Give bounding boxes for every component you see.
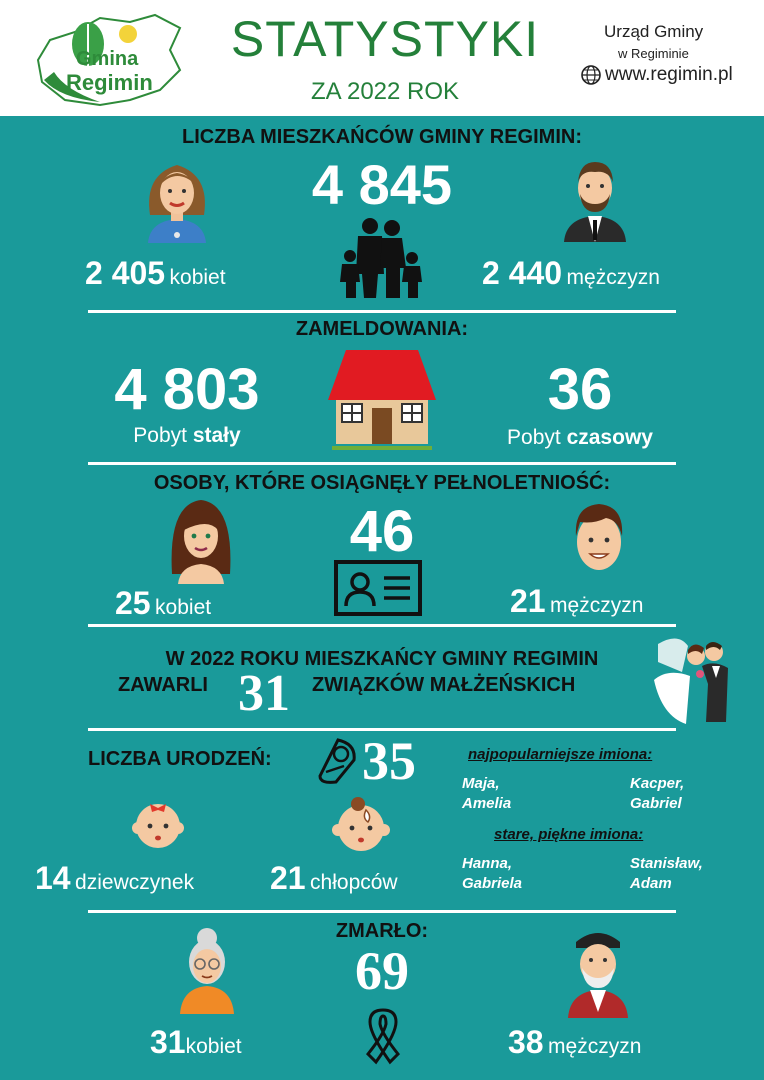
popular-boy-names: [630, 774, 684, 814]
deaths-men: [508, 1024, 641, 1061]
deaths-men-value: 38: [508, 1024, 544, 1060]
header: [0, 0, 764, 116]
residents-heading: LICZBA MIESZKAŃCÓW GMINY REGIMIN:: [182, 126, 582, 148]
woman-icon: [140, 155, 214, 243]
deaths-women: [150, 1024, 242, 1061]
website-link[interactable]: www.regimin.pl: [605, 64, 733, 85]
marriages-line1: W 2022 ROKU MIESZKAŃCY GMINY REGIMIN: [165, 648, 599, 670]
divider: [88, 910, 676, 913]
popular-names-heading: najpopularniejsze imiona:: [468, 746, 653, 763]
id-card-icon: [334, 560, 422, 616]
temporary-label-bold: czasowy: [566, 426, 653, 449]
residents-women-label: kobiet: [169, 266, 226, 289]
grandma-icon: [176, 924, 238, 1014]
residents-women-value: 2 405: [85, 255, 166, 291]
adults-heading: OSOBY, KTÓRE OSIĄGNĘŁY PEŁNOLETNIOŚĆ:: [153, 472, 611, 494]
baby-icon: [316, 736, 358, 784]
grandpa-icon: [564, 922, 632, 1018]
adults-total: 46: [349, 499, 415, 564]
family-icon: [334, 216, 426, 298]
adults-women-value: 25: [115, 585, 151, 621]
adults-women: [115, 585, 211, 622]
births-boys: [270, 860, 398, 897]
baby-boy-icon: [330, 794, 392, 854]
births-boys-value: 21: [270, 860, 306, 896]
deaths-total: 69: [355, 941, 409, 1001]
residents-men-label: mężczyzn: [566, 266, 660, 289]
mourning-ribbon-icon: [360, 1004, 406, 1076]
births-girls: [35, 860, 194, 897]
name-item: Amelia: [462, 795, 512, 812]
baby-girl-icon: [130, 796, 186, 852]
office-name: Urząd Gminy: [604, 22, 704, 41]
births-boys-label: chłopców: [310, 871, 398, 894]
logo-text-regimin: Regimin: [66, 70, 153, 95]
registrations-temporary-label: [490, 426, 670, 450]
name-item: Maja,: [462, 775, 500, 792]
wedding-couple-icon: [648, 632, 738, 730]
marriages-line2-left: ZAWARLI: [118, 674, 208, 696]
name-item: Kacper,: [630, 775, 685, 792]
house-icon: [326, 346, 438, 450]
popular-girl-names: [462, 774, 511, 814]
divider: [88, 462, 676, 465]
old-girl-names: [462, 854, 522, 894]
deaths-heading: ZMARŁO:: [335, 920, 429, 942]
births-girls-label: dziewczynek: [75, 871, 195, 894]
births-total: 35: [362, 731, 416, 791]
girl-icon: [168, 494, 234, 584]
births-heading: LICZBA URODZEŃ:: [88, 748, 272, 770]
name-item: Adam: [630, 875, 672, 892]
page-title: STATYSTYKI: [230, 11, 540, 67]
adults-men-label: mężczyzn: [550, 594, 644, 617]
name-item: Hanna,: [462, 855, 513, 872]
adults-men: [510, 583, 643, 620]
registrations-permanent-label: [92, 424, 282, 448]
deaths-women-label: kobiet: [185, 1035, 242, 1058]
residents-women: [85, 255, 226, 292]
adults-men-value: 21: [510, 583, 546, 619]
old-names-heading: stare, piękne imiona:: [494, 826, 644, 843]
deaths-men-label: mężczyzn: [548, 1035, 642, 1058]
divider: [88, 310, 676, 313]
boy-icon: [566, 496, 632, 582]
marriages-line2-right: ZWIĄZKÓW MAŁŻEŃSKICH: [312, 674, 576, 696]
registrations-temporary-value: 36: [547, 357, 613, 422]
temporary-label-text: Pobyt: [507, 426, 561, 449]
divider: [88, 624, 676, 627]
old-boy-names: [630, 854, 703, 894]
sun-icon: [119, 25, 137, 43]
globe-icon: [580, 64, 602, 86]
registrations-heading: ZAMELDOWANIA:: [295, 318, 469, 340]
marriages-count: 31: [238, 665, 290, 722]
page-subtitle: ZA 2022 ROK: [310, 78, 460, 105]
deaths-women-value: 31: [150, 1024, 186, 1060]
registrations-permanent-value: 4 803: [114, 357, 260, 422]
name-item: Gabriel: [630, 795, 682, 812]
residents-total: 4 845: [311, 153, 453, 216]
residents-men-value: 2 440: [482, 255, 563, 291]
residents-men: [482, 255, 660, 292]
office-location: w Regiminie: [618, 46, 689, 61]
adults-women-label: kobiet: [155, 596, 212, 619]
logo-text-gmina: Gmina: [76, 48, 139, 70]
name-item: Stanisław,: [630, 855, 703, 872]
permanent-label-text: Pobyt: [133, 424, 187, 447]
permanent-label-bold: stały: [192, 424, 241, 447]
name-item: Gabriela: [462, 875, 523, 892]
births-girls-value: 14: [35, 860, 71, 896]
man-icon: [560, 152, 630, 242]
